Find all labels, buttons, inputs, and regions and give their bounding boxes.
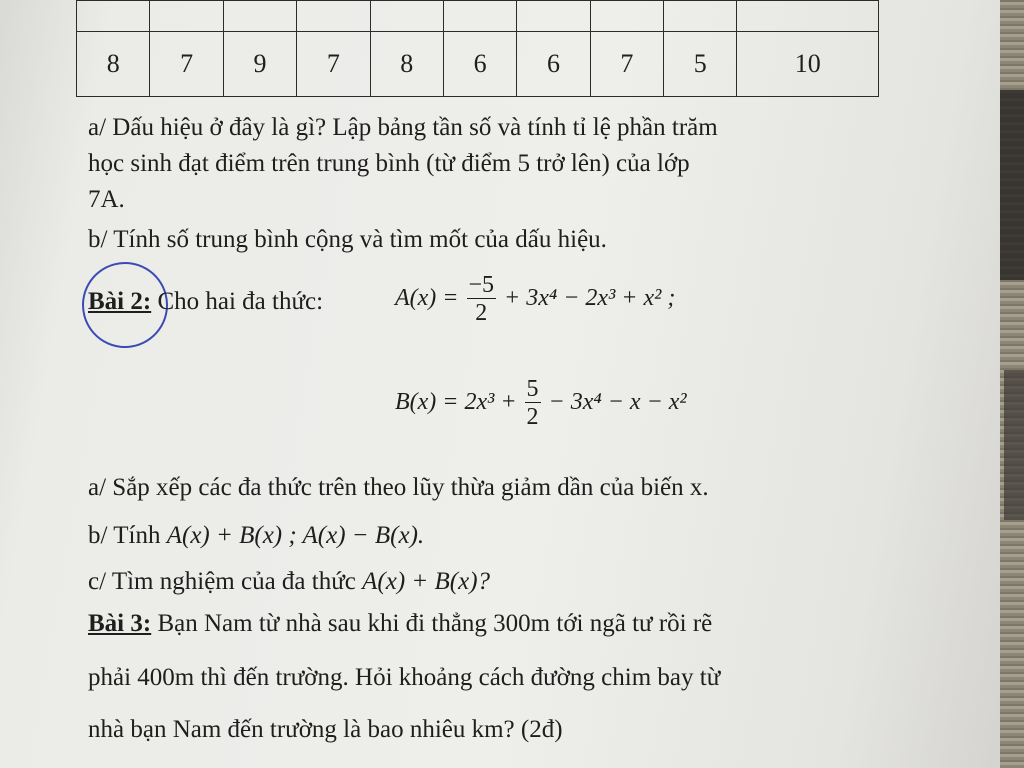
table-cell <box>517 1 590 32</box>
score-cell: 7 <box>297 32 370 97</box>
score-table-header-row <box>77 1 879 32</box>
bai2-label: Bài 2: <box>88 288 152 315</box>
score-cell: 7 <box>150 32 223 97</box>
table-cell <box>370 1 443 32</box>
bai2-heading <box>88 288 323 316</box>
table-cell <box>737 1 879 32</box>
bai3-line-2: phải 400m thì đến trường. Hỏi khoảng cách đường chim bay từ <box>88 664 721 691</box>
table-cell <box>297 1 370 32</box>
bai3-line-3: nhà bạn Nam đến trường là bao nhiêu km? (2đ) <box>88 716 563 743</box>
bai2-question-b-math: A(x) + B(x) ; A(x) − B(x). <box>166 522 425 549</box>
score-cell: 8 <box>370 32 443 97</box>
table-cell <box>77 1 150 32</box>
bai3-line-1 <box>88 610 712 638</box>
table-cell <box>443 1 516 32</box>
score-table-values-row <box>77 32 879 97</box>
poly-a-numerator: −5 <box>468 272 495 298</box>
table-cell <box>150 1 223 32</box>
bai2-question-b-text: b/ Tính <box>88 522 161 549</box>
poly-a-denominator: 2 <box>475 300 488 326</box>
poly-b-fraction <box>525 376 541 431</box>
table-cell <box>664 1 737 32</box>
polynomial-a <box>395 272 675 327</box>
poly-a-fraction <box>467 272 497 327</box>
bai2-intro: Cho hai đa thức: <box>157 288 324 315</box>
bai3-label: Bài 3: <box>88 610 152 637</box>
bai3-text-1: Bạn Nam từ nhà sau khi đi thẳng 300m tới ngã tư rồi rẽ <box>157 610 713 637</box>
score-cell: 5 <box>664 32 737 97</box>
score-cell: 6 <box>517 32 590 97</box>
poly-b-numerator: 5 <box>526 376 539 402</box>
bai2-question-c-text: c/ Tìm nghiệm của đa thức <box>88 568 356 595</box>
poly-b-lhs: B(x) = 2x³ + <box>395 389 517 416</box>
score-table <box>76 0 879 97</box>
score-cell: 10 <box>737 32 879 97</box>
polynomial-b <box>395 376 687 431</box>
score-cell: 7 <box>590 32 663 97</box>
poly-b-denominator: 2 <box>526 404 539 430</box>
background-fabric-dark <box>1000 90 1024 280</box>
score-cell: 6 <box>443 32 516 97</box>
poly-a-lhs: A(x) = <box>395 285 459 312</box>
bai2-question-c <box>88 568 490 596</box>
table-cell <box>590 1 663 32</box>
part-a-line-1: a/ Dấu hiệu ở đây là gì? Lập bảng tần số và tính tỉ lệ phần trăm <box>88 114 718 141</box>
background-fabric-dark-2 <box>1004 370 1024 520</box>
poly-b-rest: − 3x⁴ − x − x² <box>548 389 687 416</box>
part-a-line-2: học sinh đạt điểm trên trung bình (từ điểm 5 trở lên) của lớp <box>88 150 690 177</box>
table-cell <box>223 1 296 32</box>
poly-a-rest: + 3x⁴ − 2x³ + x² ; <box>504 285 676 312</box>
score-cell: 8 <box>77 32 150 97</box>
bai2-question-b <box>88 522 424 550</box>
score-cell: 9 <box>223 32 296 97</box>
bai2-question-a: a/ Sắp xếp các đa thức trên theo lũy thừa giảm dần của biến x. <box>88 474 709 501</box>
part-b-question: b/ Tính số trung bình cộng và tìm mốt của dấu hiệu. <box>88 226 607 253</box>
bai2-question-c-math: A(x) + B(x)? <box>362 568 491 595</box>
part-a-line-3: 7A. <box>88 186 125 213</box>
